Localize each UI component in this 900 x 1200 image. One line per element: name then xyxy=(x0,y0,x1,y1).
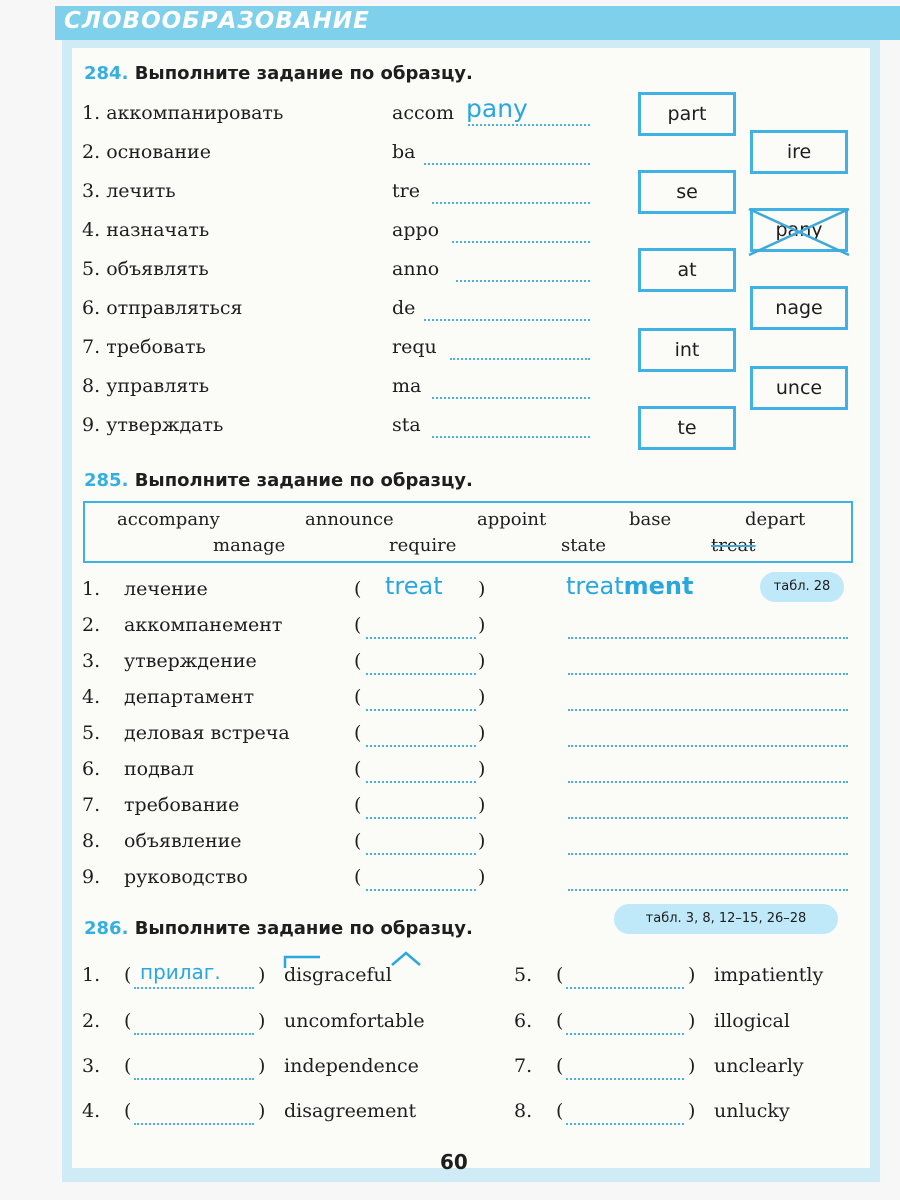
word-stem: tre xyxy=(392,180,420,202)
part-of-speech-field[interactable] xyxy=(134,1078,254,1080)
row-number: 2. xyxy=(82,141,101,163)
paren-open: ( xyxy=(556,1010,564,1032)
ex284-row-6 xyxy=(82,297,243,319)
word-stem: appo xyxy=(392,219,440,241)
row-number: 6. xyxy=(82,297,101,319)
answer-line[interactable] xyxy=(424,163,590,165)
paren-open: ( xyxy=(354,722,362,744)
word-stem: accom xyxy=(392,102,455,124)
row-number: 8. xyxy=(82,375,101,397)
item-number: 2. xyxy=(82,1010,101,1032)
ending-box-te[interactable]: te xyxy=(638,406,736,450)
row-number: 9. xyxy=(82,866,101,888)
derived-word: independence xyxy=(284,1055,419,1077)
russian-word: управлять xyxy=(106,375,210,397)
paren-open: ( xyxy=(124,964,132,986)
paren-close: ) xyxy=(258,1100,266,1122)
answer-line[interactable] xyxy=(432,397,590,399)
ending-box-se[interactable]: se xyxy=(638,170,736,214)
word-bank-item: base xyxy=(629,509,672,530)
verb-field[interactable] xyxy=(366,673,476,675)
noun-field[interactable] xyxy=(568,817,848,819)
paren-open: ( xyxy=(124,1055,132,1077)
exercise-instruction: Выполните задание по образцу. xyxy=(134,470,473,491)
derived-word: impatiently xyxy=(714,964,824,986)
row-number: 4. xyxy=(82,686,101,708)
exercise-284-heading xyxy=(84,63,473,84)
row-number: 1. xyxy=(82,578,101,600)
word-stem: requ xyxy=(392,336,437,358)
russian-word: лечение xyxy=(124,578,208,600)
ex285-row-8 xyxy=(82,830,242,852)
russian-word: аккомпанемент xyxy=(124,614,283,636)
part-of-speech-field[interactable] xyxy=(566,987,684,989)
paren-close: ) xyxy=(258,1010,266,1032)
noun-field[interactable] xyxy=(568,889,848,891)
derived-word: uncomfortable xyxy=(284,1010,425,1032)
paren-open: ( xyxy=(354,794,362,816)
derived-word: unclearly xyxy=(714,1055,804,1077)
ex285-row-5 xyxy=(82,722,290,744)
part-of-speech-field[interactable] xyxy=(134,1033,254,1035)
ex285-row-4 xyxy=(82,686,255,708)
ending-box-int[interactable]: int xyxy=(638,328,736,372)
word-bank-item: manage xyxy=(213,535,286,556)
ex286-item-2 xyxy=(82,1010,425,1032)
page-number: 60 xyxy=(440,1150,468,1174)
row-number: 6. xyxy=(82,758,101,780)
verb-field[interactable] xyxy=(366,853,476,855)
row-number: 8. xyxy=(82,830,101,852)
russian-word: подвал xyxy=(124,758,194,780)
exercise-285-heading xyxy=(84,470,473,491)
word-stem: de xyxy=(392,297,416,319)
paren-open: ( xyxy=(354,614,362,636)
word-stem: sta xyxy=(392,414,421,436)
word-stem: anno xyxy=(392,258,440,280)
item-number: 3. xyxy=(82,1055,101,1077)
word-bank-item: accompany xyxy=(117,509,220,530)
ex284-row-3 xyxy=(82,180,176,202)
ex286-item-7 xyxy=(514,1055,804,1077)
section-title: СЛОВООБРАЗОВАНИЕ xyxy=(64,8,370,34)
paren-close: ) xyxy=(688,1100,696,1122)
ex284-row-2 xyxy=(82,141,211,163)
derived-word: illogical xyxy=(714,1010,790,1032)
exercise-number: 286. xyxy=(84,918,129,939)
word-bank-item: state xyxy=(561,535,607,556)
item-number: 7. xyxy=(514,1055,533,1077)
table-reference-tag: табл. 28 xyxy=(760,572,844,602)
handwritten-verb: treat xyxy=(385,572,443,600)
prefix-mark xyxy=(285,957,320,968)
row-number: 4. xyxy=(82,219,101,241)
paren-open: ( xyxy=(354,830,362,852)
verb-field[interactable] xyxy=(366,709,476,711)
noun-field[interactable] xyxy=(568,853,848,855)
handwritten-noun xyxy=(566,572,693,600)
paren-close: ) xyxy=(258,1055,266,1077)
ending-box-part[interactable]: part xyxy=(638,92,736,136)
russian-word: деловая встреча xyxy=(124,722,290,744)
morpheme-marks xyxy=(282,950,442,972)
paren-close: ) xyxy=(478,650,486,672)
part-of-speech-field[interactable] xyxy=(566,1123,684,1125)
exercise-instruction: Выполните задание по образцу. xyxy=(134,918,473,939)
answer-line[interactable] xyxy=(456,280,590,282)
row-number: 7. xyxy=(82,336,101,358)
answer-line[interactable] xyxy=(432,436,590,438)
row-number: 9. xyxy=(82,414,101,436)
paren-close: ) xyxy=(258,964,266,986)
paren-open: ( xyxy=(354,866,362,888)
russian-word: назначать xyxy=(106,219,210,241)
item-number: 8. xyxy=(514,1100,533,1122)
verb-field[interactable] xyxy=(366,637,476,639)
ending-box-pany-crossed[interactable] xyxy=(750,208,848,252)
ex285-row-6 xyxy=(82,758,194,780)
russian-word: отправляться xyxy=(106,297,243,319)
paren-close: ) xyxy=(478,614,486,636)
russian-word: лечить xyxy=(106,180,176,202)
ex284-row-7 xyxy=(82,336,206,358)
item-number: 1. xyxy=(82,964,101,986)
exercise-instruction: Выполните задание по образцу. xyxy=(134,63,473,84)
paren-close: ) xyxy=(478,722,486,744)
paren-open: ( xyxy=(556,964,564,986)
paren-open: ( xyxy=(556,1055,564,1077)
noun-field[interactable] xyxy=(568,709,848,711)
paren-close: ) xyxy=(478,686,486,708)
russian-word: утверждать xyxy=(106,414,224,436)
russian-word: требовать xyxy=(106,336,206,358)
row-number: 7. xyxy=(82,794,101,816)
part-of-speech-field[interactable] xyxy=(134,987,254,989)
russian-word: аккомпанировать xyxy=(106,102,284,124)
paren-open: ( xyxy=(124,1010,132,1032)
exercise-286-heading xyxy=(84,918,473,939)
part-of-speech-field[interactable] xyxy=(566,1033,684,1035)
russian-word: основание xyxy=(106,141,211,163)
paren-open: ( xyxy=(124,1100,132,1122)
paren-open: ( xyxy=(354,578,362,600)
word-stem: ba xyxy=(392,141,416,163)
answer-line[interactable] xyxy=(424,319,590,321)
answer-line[interactable] xyxy=(468,124,590,126)
ending-box-ire[interactable]: ire xyxy=(750,130,848,174)
noun-field[interactable] xyxy=(568,673,848,675)
word-bank-item-crossed: treat xyxy=(711,535,756,556)
row-number: 2. xyxy=(82,614,101,636)
ex286-item-4 xyxy=(82,1100,417,1122)
answer-line[interactable] xyxy=(432,202,590,204)
ex284-row-9 xyxy=(82,414,223,436)
ex284-row-8 xyxy=(82,375,209,397)
ending-box-unce[interactable]: unce xyxy=(750,366,848,410)
ending-box-nage[interactable]: nage xyxy=(750,286,848,330)
derived-word: unlucky xyxy=(714,1100,790,1122)
paren-open: ( xyxy=(354,650,362,672)
derived-word: disagreement xyxy=(284,1100,417,1122)
item-number: 4. xyxy=(82,1100,101,1122)
part-of-speech-field[interactable] xyxy=(134,1123,254,1125)
verb-field[interactable] xyxy=(366,781,476,783)
paren-close: ) xyxy=(478,866,486,888)
word-stem: ma xyxy=(392,375,422,397)
paren-open: ( xyxy=(354,686,362,708)
russian-word: объявлять xyxy=(106,258,209,280)
handwritten-answer: pany xyxy=(466,94,528,123)
answer-line[interactable] xyxy=(450,358,590,360)
ex285-row-7 xyxy=(82,794,240,816)
derived-word: disgraceful xyxy=(284,964,392,986)
ex286-item-5 xyxy=(514,964,824,986)
paren-close: ) xyxy=(478,830,486,852)
noun-field[interactable] xyxy=(568,781,848,783)
noun-suffix: ment xyxy=(623,572,694,600)
paren-close: ) xyxy=(478,794,486,816)
handwritten-part-of-speech: прилаг. xyxy=(140,960,221,984)
paren-close: ) xyxy=(478,758,486,780)
paren-close: ) xyxy=(688,1010,696,1032)
paren-open: ( xyxy=(556,1100,564,1122)
exercise-number: 285. xyxy=(84,470,129,491)
ex284-row-1 xyxy=(82,102,283,124)
ex285-row-2 xyxy=(82,614,283,636)
ex286-item-8 xyxy=(514,1100,790,1122)
row-number: 5. xyxy=(82,258,101,280)
ending-text: pany xyxy=(775,219,823,241)
ex284-row-5 xyxy=(82,258,209,280)
russian-word: требование xyxy=(124,794,240,816)
row-number: 5. xyxy=(82,722,101,744)
russian-word: департамент xyxy=(124,686,255,708)
word-bank-box xyxy=(83,501,853,563)
part-of-speech-field[interactable] xyxy=(566,1078,684,1080)
verb-field[interactable] xyxy=(366,889,476,891)
row-number: 1. xyxy=(82,102,101,124)
item-number: 5. xyxy=(514,964,533,986)
noun-field[interactable] xyxy=(568,745,848,747)
word-bank-item: depart xyxy=(745,509,806,530)
ex286-item-6 xyxy=(514,1010,790,1032)
cross-out-mark xyxy=(745,205,857,259)
paren-close: ) xyxy=(478,578,486,600)
suffix-mark xyxy=(392,953,420,965)
verb-field[interactable] xyxy=(366,745,476,747)
word-bank-item: appoint xyxy=(477,509,547,530)
noun-base: treat xyxy=(566,572,624,600)
paren-close: ) xyxy=(688,1055,696,1077)
row-number: 3. xyxy=(82,180,101,202)
ex285-row-3 xyxy=(82,650,257,672)
paren-open: ( xyxy=(354,758,362,780)
paren-close: ) xyxy=(688,964,696,986)
item-number: 6. xyxy=(514,1010,533,1032)
ex285-row-1 xyxy=(82,578,208,600)
verb-field[interactable] xyxy=(366,817,476,819)
russian-word: объявление xyxy=(124,830,242,852)
exercise-number: 284. xyxy=(84,63,129,84)
noun-field[interactable] xyxy=(568,637,848,639)
russian-word: руководство xyxy=(124,866,248,888)
ending-box-at[interactable]: at xyxy=(638,248,736,292)
word-bank-item: require xyxy=(389,535,457,556)
table-reference-tag: табл. 3, 8, 12–15, 26–28 xyxy=(614,904,838,934)
ex286-item-3 xyxy=(82,1055,419,1077)
ex285-row-9 xyxy=(82,866,248,888)
russian-word: утверждение xyxy=(124,650,257,672)
ex284-row-4 xyxy=(82,219,209,241)
word-bank-item: announce xyxy=(305,509,394,530)
answer-line[interactable] xyxy=(452,241,590,243)
row-number: 3. xyxy=(82,650,101,672)
